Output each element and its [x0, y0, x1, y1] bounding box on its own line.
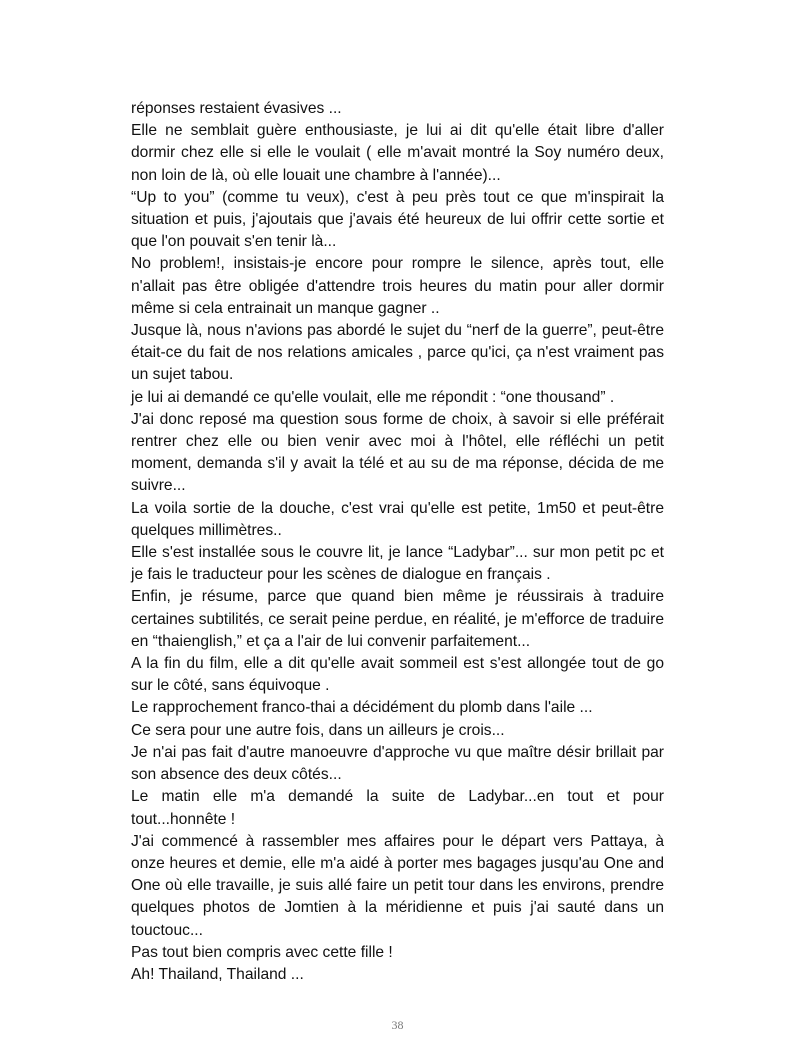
paragraph: No problem!, insistais-je encore pour rompre le silence, après tout, elle n'allait pas être obligée d'attendre trois heures du matin pour aller dormir même si cela entrainait un manque gagner ..	[131, 255, 664, 317]
paragraph: Elle ne semblait guère enthousiaste, je lui ai dit qu'elle était libre d'aller dormir chez elle si elle le voulait ( elle m'avait montré la Soy numéro deux, non loin de là, où elle louait une chambre à l'année)...	[131, 122, 664, 184]
paragraph: Ce sera pour une autre fois, dans un ailleurs je crois...	[131, 721, 505, 739]
page-number: 38	[391, 1018, 404, 1032]
paragraph: J'ai commencé à rassembler mes affaires pour le départ vers Pattaya, à onze heures et demie, elle m'a aidé à porter mes bagages jusqu'au One and One où elle travaille, je suis allé faire un petit tour dans les environs, prendre quelques photos de Jomtien à la méridienne et puis j'ai sauté dans un touctouc...	[131, 832, 664, 939]
body-text	[131, 98, 664, 986]
paragraph: réponses restaient évasives ...	[131, 100, 342, 117]
paragraph: je lui ai demandé ce qu'elle voulait, elle me répondit : “one thousand” .	[131, 388, 615, 406]
paragraph: Le matin elle m'a demandé la suite de Ladybar...en tout et pour tout...honnête !	[131, 788, 664, 828]
paragraph: Ah! Thailand, Thailand ...	[131, 965, 304, 983]
paragraph: Jusque là, nous n'avions pas abordé le sujet du “nerf de la guerre”, peut-être était-ce du fait de nos relations amicales , parce qu'ici, ça n'est vraiment pas un sujet tabou.	[131, 322, 664, 384]
paragraph: Je n'ai pas fait d'autre manoeuvre d'approche vu que maître désir brillait par son absence des deux côtés...	[131, 743, 664, 784]
paragraph: “Up to you” (comme tu veux), c'est à peu près tout ce que m'inspirait la situation et puis, j'ajoutais que j'avais été heureux de lui offrir cette sortie et que l'on pouvait s'en tenir là...	[131, 188, 664, 251]
paragraph: Le rapprochement franco-thai a décidément du plomb dans l'aile ...	[131, 699, 593, 717]
paragraph: A la fin du film, elle a dit qu'elle avait sommeil est s'est allongée tout de go sur le côté, sans équivoque .	[131, 655, 664, 695]
paragraph: Pas tout bien compris avec cette fille !	[131, 943, 393, 961]
paragraph: Enfin, je résume, parce que quand bien même je réussirais à traduire certaines subtilités, ce serait peine perdue, en réalité, je m'efforce de traduire en “thaienglish,” et ça a l'air de lui convenir parfaitement...	[131, 588, 664, 650]
paragraph: Elle s'est installée sous le couvre lit, je lance “Ladybar”... sur mon petit pc et je fais le traducteur pour les scènes de dialogue en français .	[131, 544, 664, 584]
paragraph: J'ai donc reposé ma question sous forme de choix, à savoir si elle préférait rentrer chez elle ou bien venir avec moi à l'hôtel, elle réfléchi un petit moment, demanda s'il y avait la télé et au su de ma réponse, décida de me suivre...	[131, 410, 664, 495]
paragraph: La voila sortie de la douche, c'est vrai qu'elle est petite, 1m50 et peut-être quelques millimètres..	[131, 499, 664, 539]
